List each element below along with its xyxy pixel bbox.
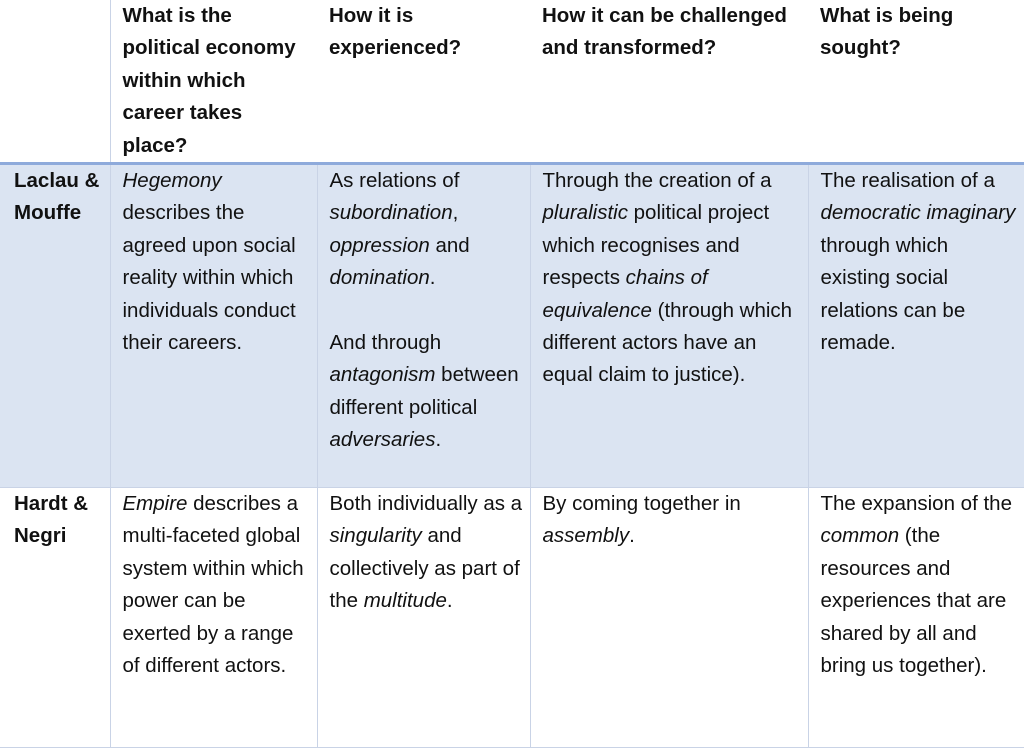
text: And through (329, 331, 442, 355)
text: , (452, 201, 459, 225)
text: between different political (329, 363, 519, 419)
text: Through the creation of a (542, 169, 772, 193)
term: multitude (363, 589, 447, 613)
text: . (446, 589, 453, 613)
cell-sought (808, 488, 1024, 748)
cell-challenged (530, 164, 808, 488)
cell-sought (808, 164, 1024, 488)
header-sought: What is being sought? (820, 4, 954, 60)
term: antagonism (329, 363, 436, 387)
term: domination (329, 266, 430, 290)
text: As relations of (329, 169, 460, 193)
table-row-laclau-mouffe (0, 164, 1024, 488)
term: pluralistic (542, 201, 628, 225)
header-challenged: How it can be challenged and transformed? (542, 4, 787, 60)
text: The realisation of a (820, 169, 995, 193)
text: . (429, 266, 436, 290)
row-label (0, 488, 110, 748)
text: and (429, 233, 470, 257)
term: singularity (329, 524, 422, 548)
text: political project which recognises and respects (542, 201, 770, 290)
header-experienced: How it is experienced? (329, 4, 462, 60)
text: (the resources and experiences that are shared by all and bring us together). (820, 524, 1007, 678)
term: assembly (542, 524, 630, 548)
row-label (0, 164, 110, 488)
cell-political-economy (110, 164, 317, 488)
term: democratic imaginary (820, 201, 1016, 225)
paragraph-gap (330, 295, 524, 327)
row-label-text: Laclau & Mouffe (14, 169, 100, 225)
cell-experienced (317, 164, 530, 488)
text: (through which different actors have an equal claim to justice). (542, 298, 793, 387)
table-row-hardt-negri (0, 488, 1024, 748)
header-political-economy: What is the political economy within which career takes place? (122, 4, 296, 157)
cell-political-economy (110, 488, 317, 748)
text: through which existing social relations can be remade. (820, 233, 966, 355)
term: Hegemony (122, 169, 222, 193)
header-row (0, 0, 1024, 164)
term: subordination (329, 201, 453, 225)
header-corner (0, 0, 110, 164)
cell-challenged (530, 488, 808, 748)
cell-experienced (317, 488, 530, 748)
term: oppression (329, 233, 430, 257)
row-label-text: Hardt & Negri (14, 492, 89, 548)
term: Empire (122, 492, 188, 516)
text: By coming together in (542, 492, 741, 516)
text: The expansion of the (820, 492, 1012, 516)
text: and collectively as part of the (329, 524, 520, 613)
text: describes a multi-faceted global system within which power can be exerted by a range of different actors. (122, 492, 304, 678)
text: Both individually as a (329, 492, 523, 516)
text: describes the agreed upon social reality within which individuals conduct their careers. (122, 201, 296, 355)
text: . (435, 428, 442, 452)
text: . (629, 524, 635, 548)
term: adversaries (329, 428, 436, 452)
term: chains of equivalence (542, 266, 708, 322)
term: common (820, 524, 900, 548)
